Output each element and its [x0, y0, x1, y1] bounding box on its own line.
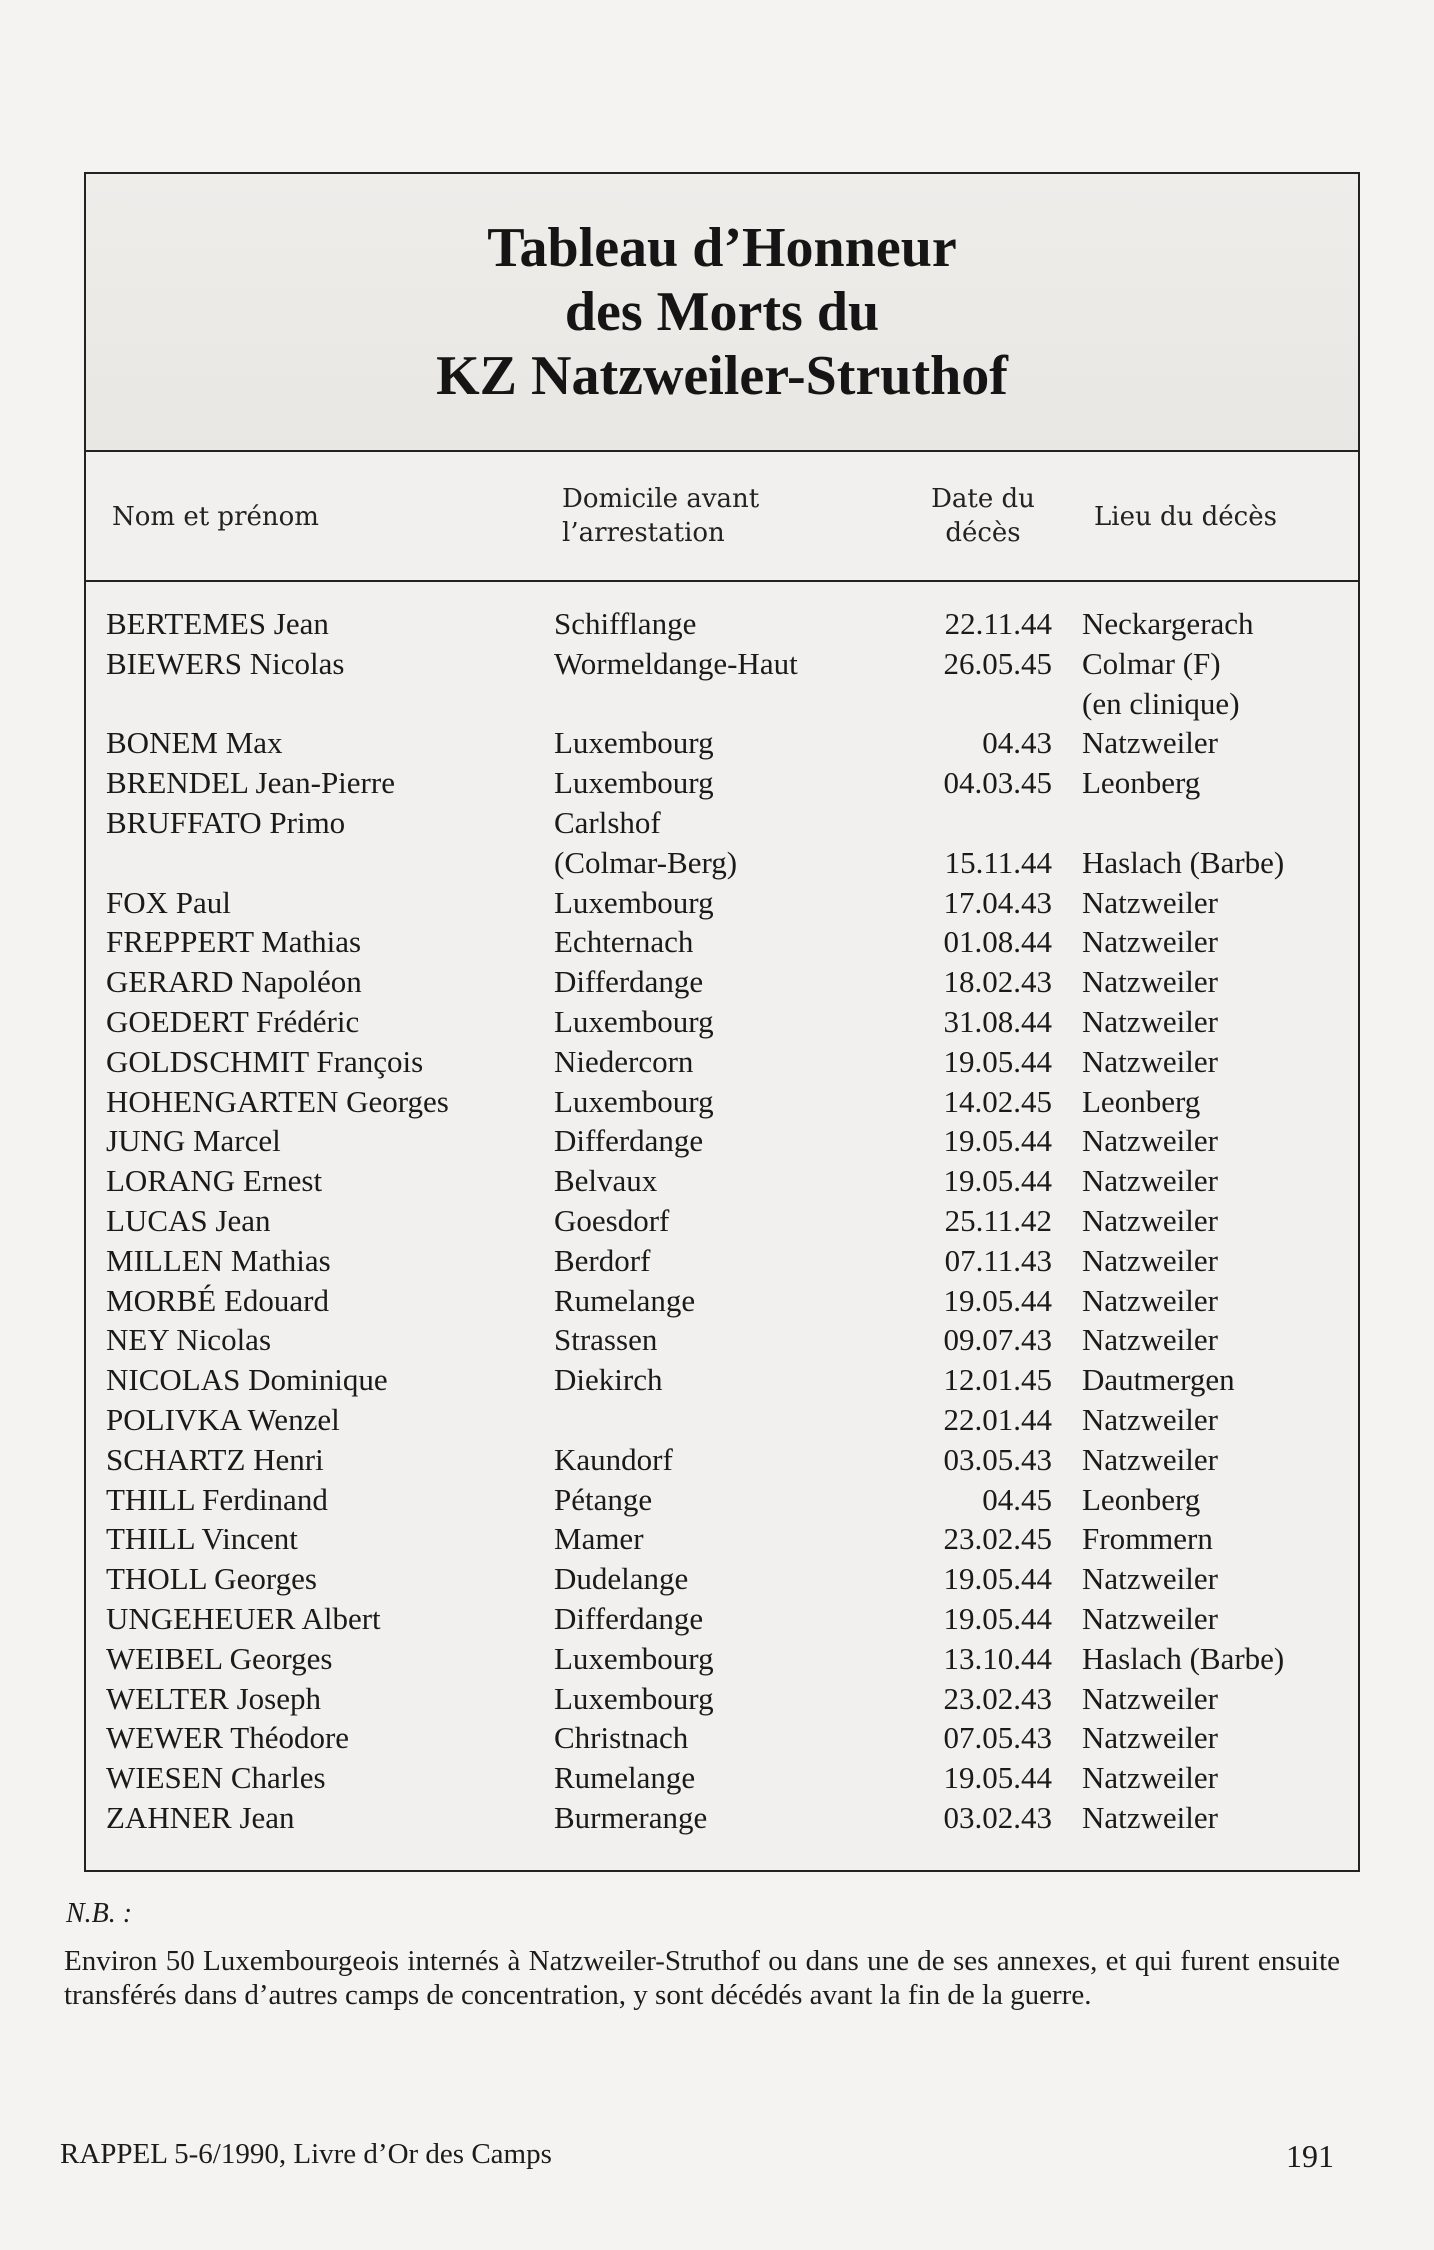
cell-lieu: Frommern [1082, 1521, 1213, 1557]
table-row [86, 763, 1358, 803]
cell-lieu: Natzweiler [1082, 1720, 1218, 1756]
cell-date: 22.01.44 [943, 1401, 1052, 1437]
cell-nom: NICOLAS Dominique [106, 1362, 388, 1398]
table-row [86, 1042, 1358, 1082]
honor-table-frame [84, 172, 1360, 1872]
cell-nom: BRENDEL Jean-Pierre [106, 765, 395, 801]
table-row [86, 1241, 1358, 1281]
cell-nom: FREPPERT Mathias [106, 924, 362, 960]
cell-domicile-line2: (Colmar-Berg) [554, 844, 738, 880]
table-row [86, 1400, 1358, 1440]
cell-nom: JUNG Marcel [106, 1123, 281, 1159]
table-header [86, 452, 1358, 582]
cell-nom: MORBÉ Edouard [106, 1282, 330, 1318]
table-row [86, 1480, 1358, 1520]
cell-nom: HOHENGARTEN Georges [106, 1083, 449, 1119]
cell-date: 17.04.43 [943, 884, 1052, 920]
cell-date: 19.05.44 [943, 1282, 1052, 1318]
cell-domicile: Differdange [554, 964, 704, 1000]
cell-date: 04.43 [982, 725, 1052, 761]
table-row [86, 1281, 1358, 1321]
cell-domicile: Luxembourg [554, 1680, 714, 1716]
footer-source: RAPPEL 5-6/1990, Livre d’Or des Camps [60, 2138, 552, 2170]
cell-lieu: Natzweiler [1082, 964, 1218, 1000]
cell-lieu: Neckargerach [1082, 606, 1254, 641]
note-text: Environ 50 Luxembourgeois internés à Natzweiler-Struthof ou dans une de ses annexes, et qui furent ensuite transférés dans d’autres camps de concentration, y sont décédés avant la fin de la guerre. [64, 1945, 1340, 2011]
cell-domicile: Carlshof [554, 804, 661, 840]
cell-lieu: Natzweiler [1082, 725, 1218, 761]
table-row [86, 922, 1358, 962]
cell-lieu: Natzweiler [1082, 1043, 1218, 1079]
table-row [86, 1798, 1358, 1838]
cell-domicile: Wormeldange-Haut [554, 645, 798, 681]
cell-domicile: Differdange [554, 1600, 704, 1636]
cell-nom: THILL Vincent [106, 1521, 298, 1557]
cell-date: 15.11.44 [944, 844, 1052, 880]
table-row [86, 644, 1358, 724]
cell-nom: LORANG Ernest [106, 1163, 323, 1199]
cell-domicile: Luxembourg [554, 765, 714, 801]
cell-domicile: Luxembourg [554, 1003, 714, 1039]
cell-lieu: Natzweiler [1082, 1282, 1218, 1318]
cell-domicile: Mamer [554, 1521, 644, 1557]
cell-date: 19.05.44 [943, 1600, 1052, 1636]
table-row [86, 1718, 1358, 1758]
table-row [86, 1201, 1358, 1241]
cell-domicile: Dudelange [554, 1561, 689, 1597]
cell-date: 01.08.44 [943, 924, 1052, 960]
table-row [86, 604, 1358, 644]
cell-lieu: Natzweiler [1082, 1202, 1218, 1238]
cell-lieu: Natzweiler [1082, 1680, 1218, 1716]
cell-nom: THOLL Georges [106, 1561, 317, 1597]
title-line-3: KZ Natzweiler-Struthof [436, 345, 1008, 407]
cell-domicile: Burmerange [554, 1799, 708, 1835]
cell-domicile: Diekirch [554, 1362, 663, 1398]
table-row [86, 723, 1358, 763]
cell-date: 04.03.45 [943, 765, 1052, 801]
cell-date: 22.11.44 [944, 606, 1052, 641]
table-row [86, 883, 1358, 923]
table-row [86, 1519, 1358, 1559]
cell-date: 31.08.44 [943, 1003, 1052, 1039]
page-number: 191 [1286, 2138, 1334, 2174]
cell-lieu: Natzweiler [1082, 1003, 1218, 1039]
cell-nom: BIEWERS Nicolas [106, 645, 345, 681]
cell-date: 19.05.44 [943, 1561, 1052, 1597]
title-line-2: des Morts du [564, 281, 880, 343]
cell-date: 07.11.43 [944, 1242, 1052, 1278]
cell-lieu: Colmar (F) [1082, 645, 1221, 681]
cell-domicile: Kaundorf [554, 1441, 673, 1477]
cell-nom: SCHARTZ Henri [106, 1441, 324, 1477]
cell-date: 13.10.44 [943, 1640, 1052, 1676]
cell-nom: BRUFFATO Primo [106, 804, 346, 840]
cell-lieu: Leonberg [1082, 765, 1201, 801]
cell-domicile: Schifflange [554, 606, 697, 641]
cell-date: 12.01.45 [943, 1362, 1052, 1398]
table-row [86, 1758, 1358, 1798]
table-row [86, 1320, 1358, 1360]
cell-domicile: Belvaux [554, 1163, 658, 1199]
cell-date: 18.02.43 [943, 964, 1052, 1000]
cell-domicile: Luxembourg [554, 884, 714, 920]
cell-date: 23.02.45 [943, 1521, 1052, 1557]
cell-domicile: Luxembourg [554, 1640, 714, 1676]
cell-lieu: Natzweiler [1082, 1600, 1218, 1636]
cell-lieu: Natzweiler [1082, 1123, 1218, 1159]
title-box [86, 174, 1358, 452]
cell-lieu: Natzweiler [1082, 1322, 1218, 1358]
cell-date: 19.05.44 [943, 1123, 1052, 1159]
title-line-1: Tableau d’Honneur [487, 217, 957, 279]
cell-domicile: Differdange [554, 1123, 704, 1159]
table-row [86, 1002, 1358, 1042]
cell-nom: POLIVKA Wenzel [106, 1401, 340, 1437]
header-date-line1: Date du [931, 484, 1035, 514]
cell-date: 19.05.44 [943, 1760, 1052, 1796]
cell-domicile: Goesdorf [554, 1202, 670, 1238]
cell-nom: BERTEMES Jean [106, 606, 329, 641]
cell-nom: WELTER Joseph [106, 1680, 321, 1716]
cell-lieu: Dautmergen [1082, 1362, 1235, 1398]
cell-domicile: Berdorf [554, 1242, 651, 1278]
cell-lieu: Haslach (Barbe) [1082, 1640, 1285, 1676]
cell-lieu: Natzweiler [1082, 1242, 1218, 1278]
cell-lieu: Natzweiler [1082, 1799, 1218, 1835]
cell-nom: BONEM Max [106, 725, 283, 761]
cell-nom: GOLDSCHMIT François [106, 1043, 424, 1079]
cell-nom: FOX Paul [106, 884, 231, 920]
cell-lieu: Natzweiler [1082, 1760, 1218, 1796]
cell-lieu: Leonberg [1082, 1083, 1201, 1119]
cell-lieu: Natzweiler [1082, 1163, 1218, 1199]
header-date-line2: décès [945, 518, 1021, 548]
cell-lieu: Natzweiler [1082, 1561, 1218, 1597]
table-row [86, 1639, 1358, 1679]
cell-nom: LUCAS Jean [106, 1202, 271, 1238]
cell-nom: MILLEN Mathias [106, 1242, 331, 1278]
cell-lieu-line2: (en clinique) [1082, 685, 1240, 721]
table-row [86, 1082, 1358, 1122]
cell-date: 23.02.43 [943, 1680, 1052, 1716]
cell-domicile: Rumelange [554, 1760, 696, 1796]
header-date [918, 482, 1048, 550]
cell-lieu: Natzweiler [1082, 924, 1218, 960]
cell-nom: WEIBEL Georges [106, 1640, 333, 1676]
cell-lieu: Natzweiler [1082, 1401, 1218, 1437]
cell-date: 19.05.44 [943, 1163, 1052, 1199]
cell-domicile: Niedercorn [554, 1043, 694, 1079]
cell-date: 04.45 [982, 1481, 1052, 1517]
cell-lieu: Haslach (Barbe) [1082, 844, 1285, 880]
table-row [86, 1161, 1358, 1201]
cell-date: 07.05.43 [943, 1720, 1052, 1756]
cell-domicile: Luxembourg [554, 1083, 714, 1119]
cell-date: 19.05.44 [943, 1043, 1052, 1079]
cell-nom: THILL Ferdinand [106, 1481, 328, 1517]
cell-domicile: Luxembourg [554, 725, 714, 761]
table-row [86, 1599, 1358, 1639]
cell-date: 14.02.45 [943, 1083, 1052, 1119]
cell-date: 03.02.43 [943, 1799, 1052, 1835]
cell-nom: UNGEHEUER Albert [106, 1600, 381, 1636]
table-row [86, 1121, 1358, 1161]
cell-lieu: Natzweiler [1082, 884, 1218, 920]
header-lieu: Lieu du décès [1094, 502, 1277, 532]
cell-nom: WEWER Théodore [106, 1720, 350, 1756]
cell-nom: WIESEN Charles [106, 1760, 326, 1796]
cell-nom: GOEDERT Frédéric [106, 1003, 360, 1039]
cell-domicile: Christnach [554, 1720, 689, 1756]
table-row [86, 1559, 1358, 1599]
table-body [86, 582, 1358, 1838]
header-domicile [562, 482, 759, 550]
cell-date: 26.05.45 [943, 645, 1052, 681]
cell-nom: ZAHNER Jean [106, 1799, 295, 1835]
cell-nom: NEY Nicolas [106, 1322, 272, 1358]
header-nom: Nom et prénom [112, 502, 319, 532]
table-row [86, 962, 1358, 1002]
cell-lieu: Leonberg [1082, 1481, 1201, 1517]
note-label: N.B. : [66, 1898, 133, 1929]
header-domicile-line2: l’arrestation [562, 518, 725, 548]
cell-domicile: Strassen [554, 1322, 658, 1358]
cell-domicile: Pétange [554, 1481, 653, 1517]
cell-lieu: Natzweiler [1082, 1441, 1218, 1477]
cell-nom: GERARD Napoléon [106, 964, 362, 1000]
cell-date: 09.07.43 [943, 1322, 1052, 1358]
cell-date: 03.05.43 [943, 1441, 1052, 1477]
table-row [86, 1679, 1358, 1719]
cell-domicile: Rumelange [554, 1282, 696, 1318]
cell-date: 25.11.42 [944, 1202, 1052, 1238]
table-row [86, 1360, 1358, 1400]
cell-domicile: Echternach [554, 924, 694, 960]
table-row [86, 803, 1358, 883]
header-domicile-line1: Domicile avant [562, 484, 760, 514]
table-row [86, 1440, 1358, 1480]
